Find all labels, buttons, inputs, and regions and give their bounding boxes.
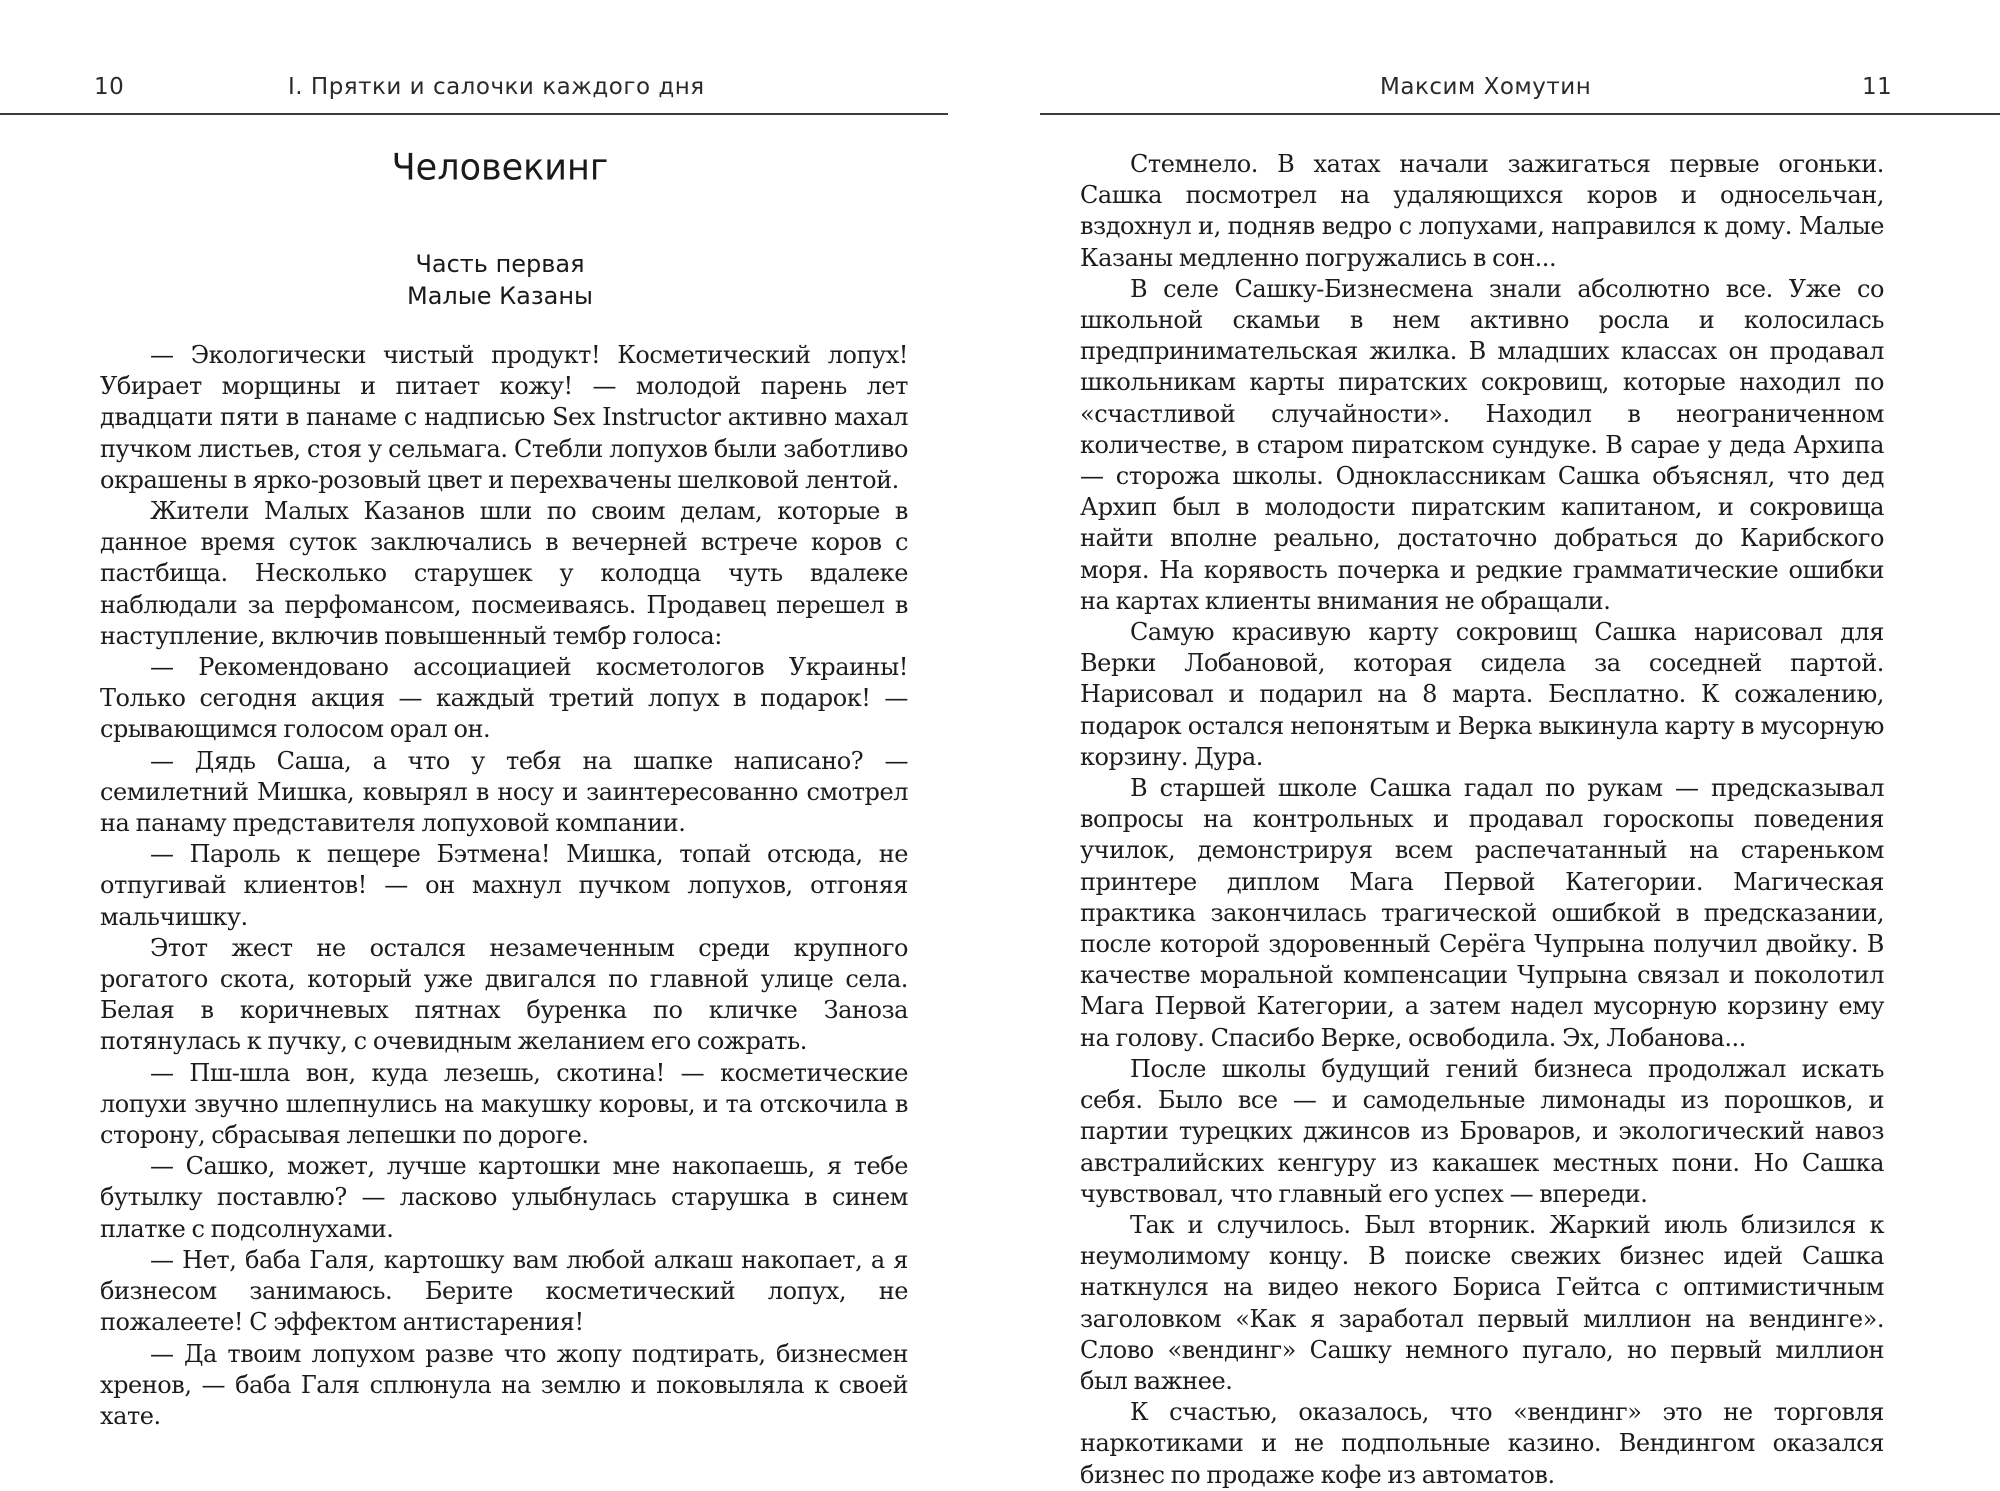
paragraph: — Сашко, может, лучше картошки мне накопаешь, я тебе бутылку поставлю? — ласково улыбнулась старушка в синем платке с подсолнухами.: [100, 1152, 908, 1243]
paragraph: Жители Малых Казанов шли по своим делам, которые в данное время суток заключались в вечерней встрече коров с пастбища. Несколько старушек у колодца чуть вдалеке наблюдали за перфомансом, посмеиваясь. Продавец перешел в наступление, включив повышенный тембр голоса:: [100, 497, 908, 650]
paragraph: — Дядь Саша, а что у тебя на шапке написано? — семилетний Мишка, ковырял в носу и заинтересованно смотрел на панаму представителя лопуховой компании.: [100, 746, 908, 838]
paragraph: — Нет, баба Галя, картошку вам любой алкаш накопает, а я бизнесом занимаюсь. Берите косметический лопух, не пожалеете! С эффектом антистарения!: [100, 1245, 908, 1337]
paragraph: — Да твоим лопухом разве что жопу подтирать, бизнесмен хренов, — баба Галя сплюнула на землю и поковыляла к своей хате.: [100, 1339, 908, 1430]
paragraph: Самую красивую карту сокровищ Сашка нарисовал для Верки Лобановой, которая сидела за соседней партой. Нарисовал и подарил на 8 марта. Бесплатно. К сожалению, подарок остался непонятым и Верка выкинула карту в мусорную корзину. Дура.: [1080, 618, 1884, 771]
header-rule: [1040, 113, 2000, 115]
body-text: [1080, 149, 1884, 1491]
chapter-place: Малые Казаны: [407, 282, 593, 310]
paragraph: — Пш-шла вон, куда лезешь, скотина! — косметические лопухи звучно шлепнулись на макушку коровы, и та отскочила в сторону, сбрасывая лепешки по дороге.: [100, 1058, 908, 1150]
paragraph: К счастью, оказалось, что «вендинг» это не торговля наркотиками и не подпольные казино. Вендингом оказался бизнес по продаже кофе из автоматов.: [1080, 1398, 1884, 1489]
page-number: 10: [94, 74, 125, 100]
paragraph: В селе Сашку-Бизнесмена знали абсолютно все. Уже со школьной скамьи в нем активно росла и колосилась предпринимательская жилка. В младших классах он продавал школьникам карты пиратских сокровищ, которые находил по «счастливой случайности». Находил в неограниченном количестве, в старом пиратском сундуке. В сарае у деда Архипа — сторожа школы. Одноклассникам Сашка объяснял, что дед Архип был в молодости пиратским капитаном, и сокровища найти вполне реально, достаточно добраться до Карибского моря. На корявость почерка и редкие грамматические ошибки на картах клиенты внимания не обращали.: [1080, 274, 1884, 615]
body-text: [100, 340, 908, 1432]
page-number: 11: [1862, 74, 1893, 100]
paragraph: Так и случилось. Был вторник. Жаркий июль близился к неумолимому концу. В поиске свежих бизнес идей Сашка наткнулся на видео некого Бориса Гейтса с оптимистичным заголовком «Как я заработал первый миллион на вендинге». Слово «вендинг» Сашку немного пугало, но первый миллион был важнее.: [1080, 1210, 1884, 1395]
paragraph: Стемнело. В хатах начали зажигаться первые огоньки. Сашка посмотрел на удаляющихся коров и односельчан, вздохнул и, подняв ведро с лопухами, направился к дому. Малые Казаны медленно погружались в сон...: [1080, 150, 1884, 272]
paragraph: — Экологически чистый продукт! Косметический лопух! Убирает морщины и питает кожу! — молодой парень лет двадцати пяти в панаме с надписью Sex Instructor активно махал пучком листьев, стоя у сельмага. Стебли лопухов были заботливо окрашены в ярко-розовый цвет и перехвачены шелковой лентой.: [100, 341, 908, 494]
header-rule: [0, 113, 948, 115]
chapter-part: Часть первая: [415, 250, 585, 278]
paragraph: Этот жест не остался незамеченным среди крупного рогатого скота, который уже двигался по главной улице села. Белая в коричневых пятнах буренка по кличке Заноза потянулась к пучку, с очевидным желанием его сожрать.: [100, 933, 908, 1056]
paragraph: После школы будущий гений бизнеса продолжал искать себя. Было все — и самодельные лимонады из порошков, и партии турецких джинсов из Броваров, и экологический навоз австралийских кенгуру из какашек местных пони. Но Сашка чувствовал, что главный его успех — впереди.: [1080, 1054, 1884, 1208]
chapter-title: Человекинг: [391, 147, 609, 189]
running-head-section: I. Прятки и салочки каждого дня: [288, 74, 705, 100]
paragraph: — Пароль к пещере Бэтмена! Мишка, топай отсюда, не отпугивай клиентов! — он махнул пучком лопухов, отгоняя мальчишку.: [100, 840, 908, 931]
running-head-author: Максим Хомутин: [1380, 74, 1592, 100]
paragraph: В старшей школе Сашка гадал по рукам — предсказывал вопросы на контрольных и продавал гороскопы поведения училок, демонстрируя всем распечатанный на стареньком принтере диплом Мага Первой Категории. Магическая практика закончилась трагической ошибкой в предсказании, после которой здоровенный Серёга Чупрына получил двойку. В качестве моральной компенсации Чупрына связал и поколотил Мага Первой Категории, а затем надел мусорную корзину ему на голову. Спасибо Верке, освободила. Эх, Лобанова...: [1080, 774, 1884, 1052]
paragraph: — Рекомендовано ассоциацией косметологов Украины! Только сегодня акция — каждый третий лопух в подарок! — срывающимся голосом орал он.: [100, 653, 908, 744]
